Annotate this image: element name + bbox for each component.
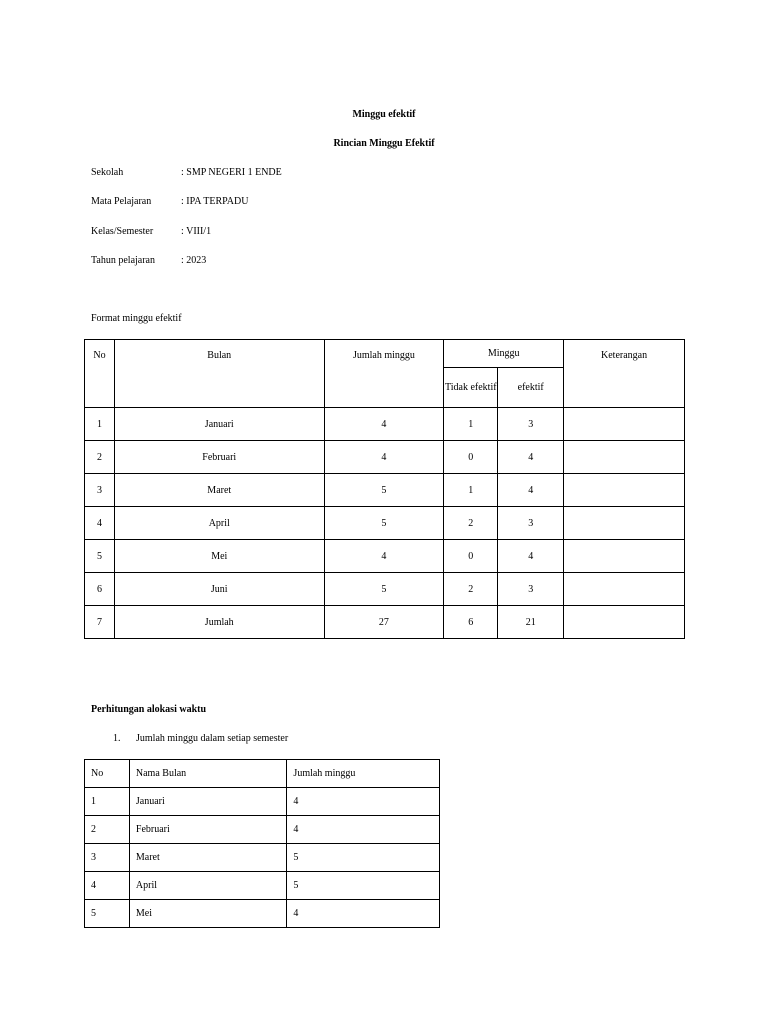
header-keterangan: Keterangan [564, 340, 685, 408]
info-value-tahun-pelajaran: : 2023 [181, 255, 207, 266]
cell-tidak-efektif: 0 [444, 540, 498, 573]
info-label-tahun-pelajaran: Tahun pelajaran [91, 255, 155, 266]
cell-efektif: 3 [498, 408, 564, 441]
cell-jumlah: 4 [287, 816, 440, 844]
cell-nama-bulan: April [129, 872, 287, 900]
cell-keterangan [564, 441, 685, 474]
cell-jumlah: 5 [287, 844, 440, 872]
cell-no: 1 [85, 788, 130, 816]
cell-keterangan [564, 474, 685, 507]
header-minggu: Minggu [444, 340, 564, 368]
table-row [85, 844, 440, 872]
table-row [85, 816, 440, 844]
table-row [85, 900, 440, 928]
table-row [85, 573, 685, 606]
cell-no: 4 [85, 872, 130, 900]
table-row [85, 788, 440, 816]
cell-keterangan [564, 408, 685, 441]
cell-efektif: 21 [498, 606, 564, 639]
cell-nama-bulan: Maret [129, 844, 287, 872]
format-label: Format minggu efektif [91, 313, 182, 324]
info-value-sekolah: : SMP NEGERI 1 ENDE [181, 167, 282, 178]
cell-tidak-efektif: 6 [444, 606, 498, 639]
cell-no: 5 [85, 540, 115, 573]
cell-nama-bulan: Februari [129, 816, 287, 844]
cell-keterangan [564, 507, 685, 540]
cell-bulan: April [114, 507, 324, 540]
cell-jumlah: 4 [287, 788, 440, 816]
cell-tidak-efektif: 1 [444, 474, 498, 507]
table-row [85, 507, 685, 540]
cell-jumlah: 5 [324, 474, 444, 507]
cell-efektif: 3 [498, 573, 564, 606]
section-heading: Perhitungan alokasi waktu [91, 704, 207, 715]
cell-no: 3 [85, 474, 115, 507]
effective-weeks-table [84, 339, 685, 639]
table-header-row [85, 760, 440, 788]
cell-jumlah: 5 [324, 573, 444, 606]
list-item-number: 1. [113, 733, 121, 744]
header-no: No [85, 760, 130, 788]
header-bulan: Bulan [114, 340, 324, 408]
table-row [85, 872, 440, 900]
cell-jumlah: 27 [324, 606, 444, 639]
cell-no: 5 [85, 900, 130, 928]
cell-bulan: Mei [114, 540, 324, 573]
cell-jumlah: 5 [287, 872, 440, 900]
table-row [85, 441, 685, 474]
header-tidak-efektif: Tidak efektif [444, 368, 498, 408]
cell-jumlah: 5 [324, 507, 444, 540]
cell-bulan: Jumlah [114, 606, 324, 639]
cell-efektif: 4 [498, 441, 564, 474]
cell-jumlah: 4 [324, 441, 444, 474]
info-label-sekolah: Sekolah [91, 167, 124, 178]
cell-bulan: Juni [114, 573, 324, 606]
cell-tidak-efektif: 0 [444, 441, 498, 474]
table-row [85, 540, 685, 573]
table-total-row [85, 606, 685, 639]
cell-bulan: Maret [114, 474, 324, 507]
cell-keterangan [564, 606, 685, 639]
cell-no: 6 [85, 573, 115, 606]
info-value-mata-pelajaran: : IPA TERPADU [181, 196, 249, 207]
cell-jumlah: 4 [287, 900, 440, 928]
cell-bulan: Januari [114, 408, 324, 441]
list-item-text: Jumlah minggu dalam setiap semester [136, 733, 289, 744]
table-header-row [85, 340, 685, 368]
info-label-mata-pelajaran: Mata Pelajaran [91, 196, 152, 207]
cell-tidak-efektif: 2 [444, 573, 498, 606]
cell-no: 3 [85, 844, 130, 872]
cell-nama-bulan: Mei [129, 900, 287, 928]
cell-no: 2 [85, 816, 130, 844]
cell-jumlah: 4 [324, 540, 444, 573]
info-value-kelas-semester: : VIII/1 [181, 226, 212, 237]
cell-bulan: Februari [114, 441, 324, 474]
month-weeks-table [84, 759, 440, 928]
cell-no: 1 [85, 408, 115, 441]
header-efektif: efektif [498, 368, 564, 408]
cell-no: 2 [85, 441, 115, 474]
cell-efektif: 3 [498, 507, 564, 540]
table-row [85, 408, 685, 441]
cell-no: 4 [85, 507, 115, 540]
cell-nama-bulan: Januari [129, 788, 287, 816]
cell-efektif: 4 [498, 474, 564, 507]
cell-keterangan [564, 540, 685, 573]
header-no: No [85, 340, 115, 408]
table-row [85, 474, 685, 507]
header-nama-bulan: Nama Bulan [129, 760, 287, 788]
header-jumlah-minggu: Jumlah minggu [287, 760, 440, 788]
cell-no: 7 [85, 606, 115, 639]
info-label-kelas-semester: Kelas/Semester [91, 226, 154, 237]
cell-tidak-efektif: 2 [444, 507, 498, 540]
cell-tidak-efektif: 1 [444, 408, 498, 441]
cell-keterangan [564, 573, 685, 606]
document-subtitle: Rincian Minggu Efektif [333, 138, 435, 149]
cell-jumlah: 4 [324, 408, 444, 441]
document-title: Minggu efektif [352, 109, 416, 120]
header-jumlah-minggu: Jumlah minggu [324, 340, 444, 408]
cell-efektif: 4 [498, 540, 564, 573]
